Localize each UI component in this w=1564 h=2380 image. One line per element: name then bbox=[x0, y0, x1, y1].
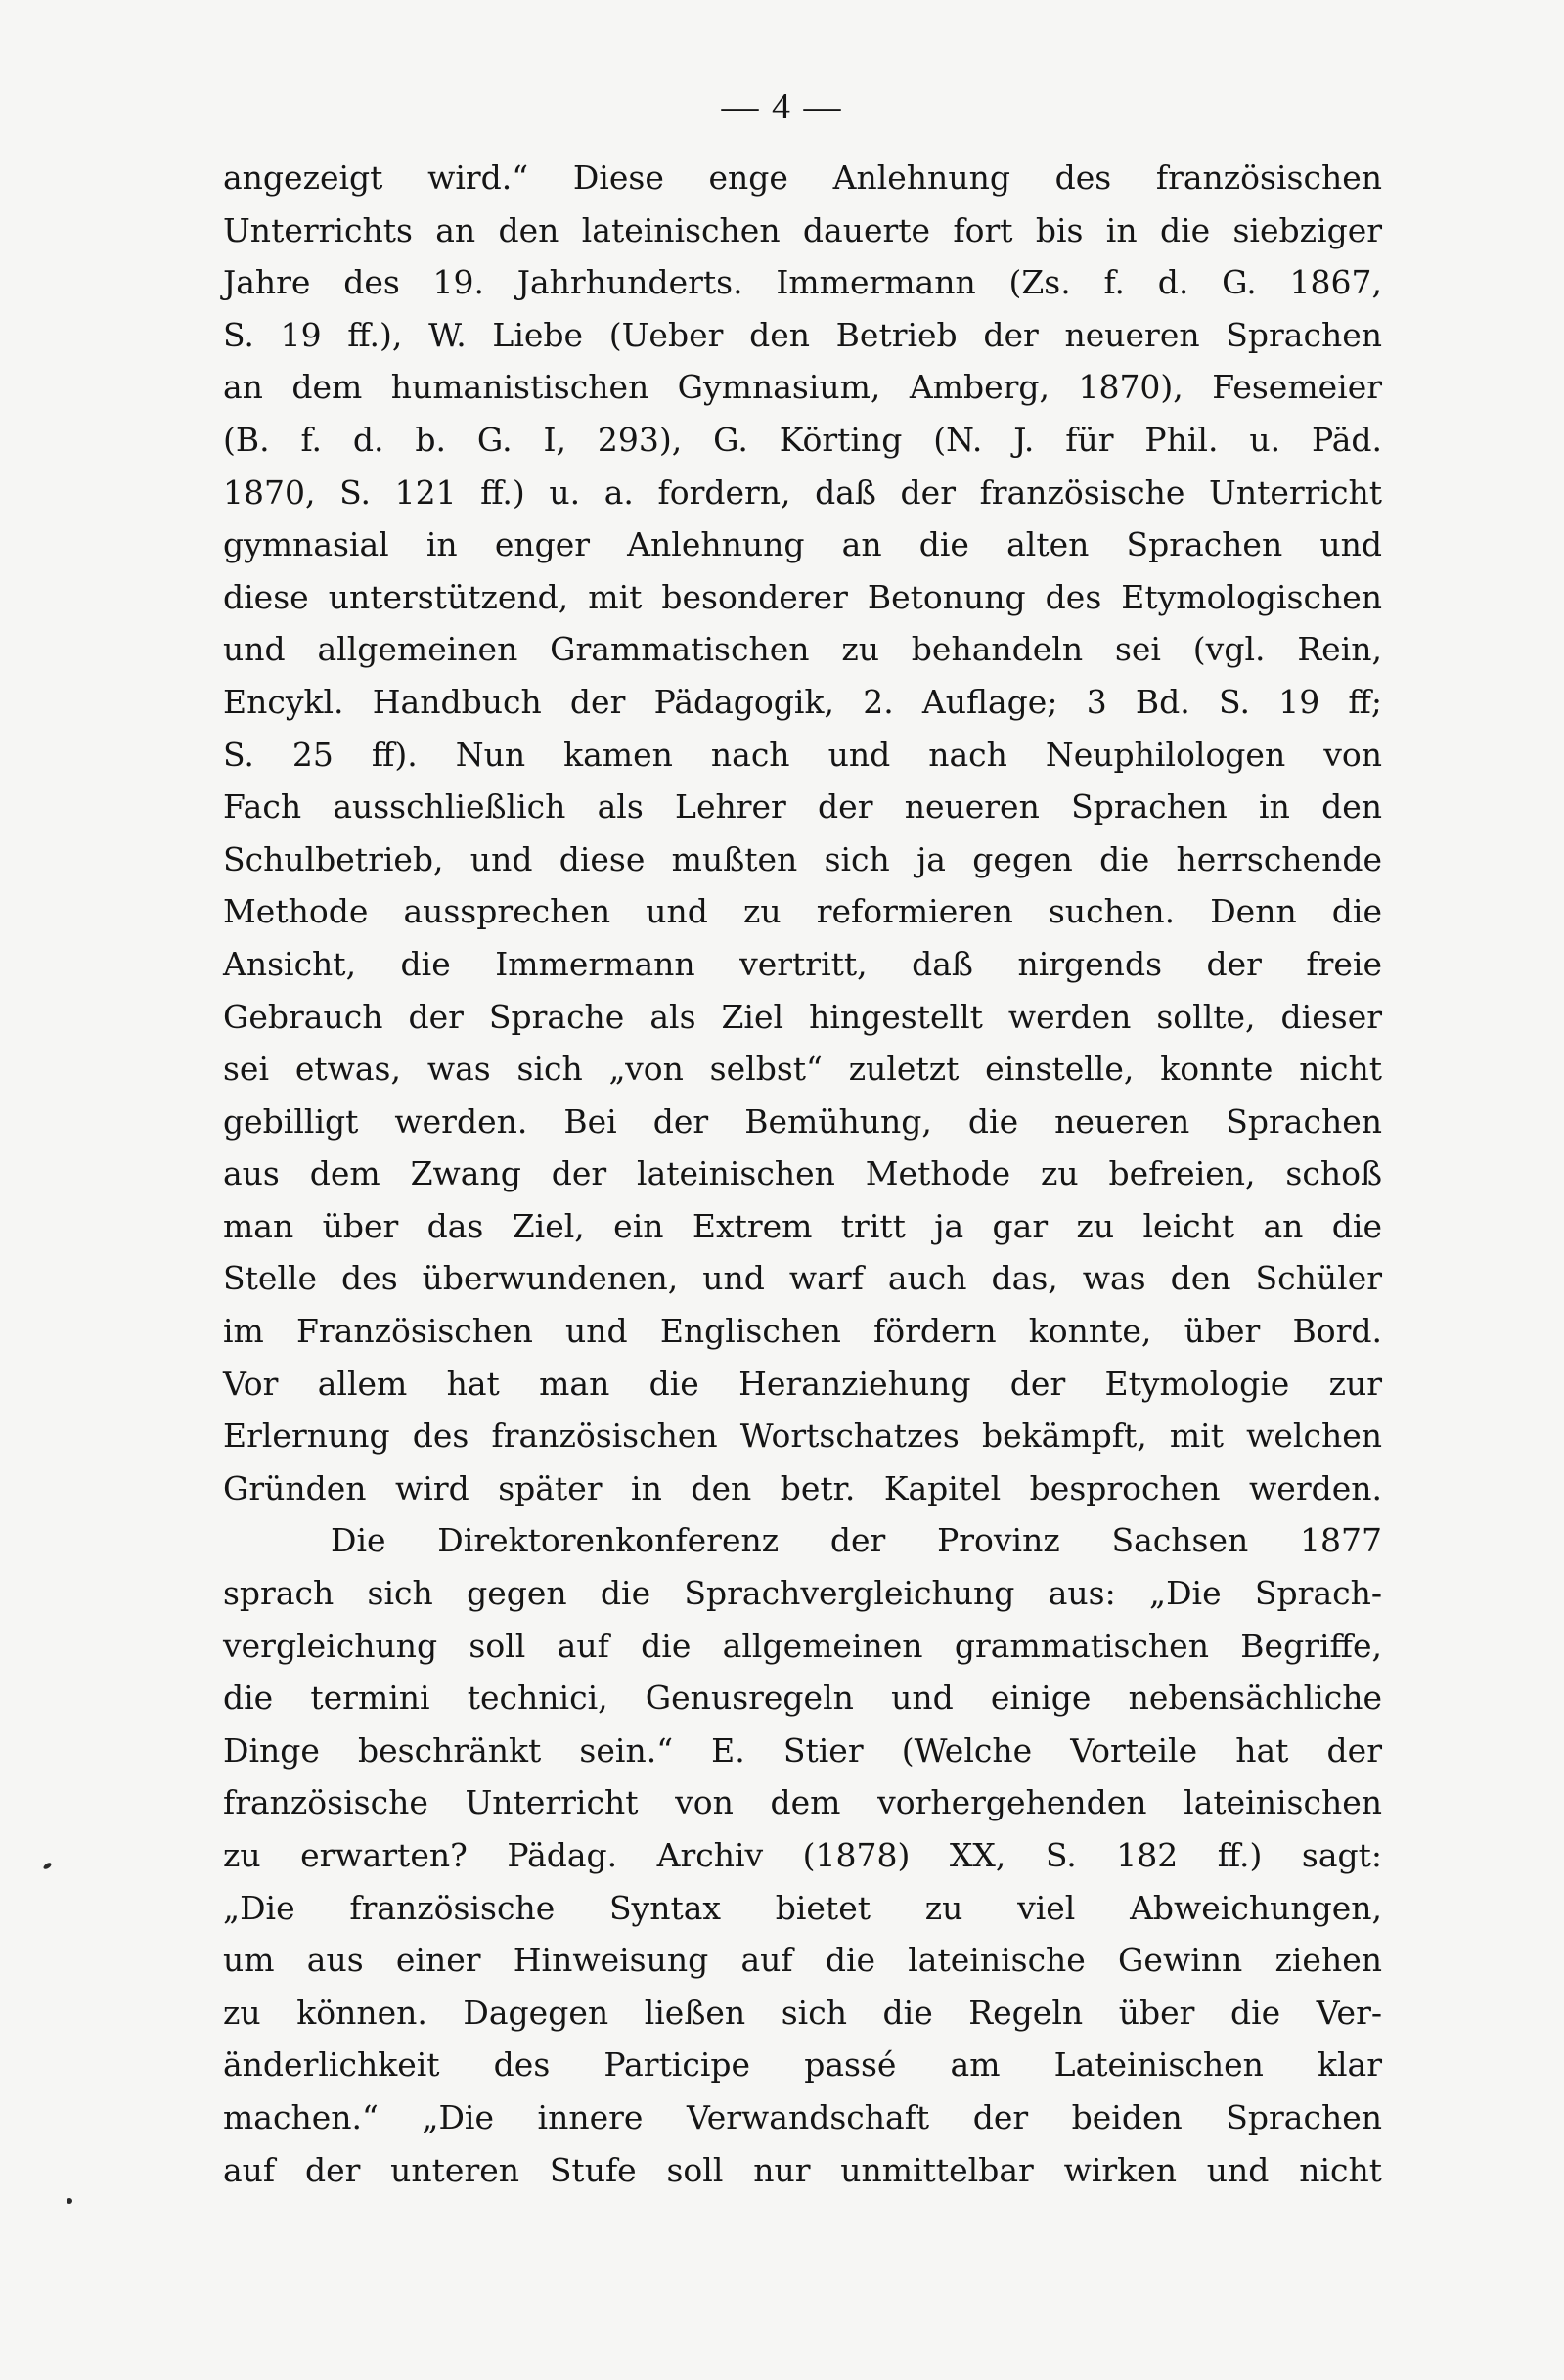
text-line: Jahre des 19. Jahrhunderts. Immermann (Zs. f. d. G. 1867, bbox=[223, 263, 1382, 302]
text-line: Fach ausschließlich als Lehrer der neueren Sprachen in den bbox=[223, 787, 1382, 827]
text-line: gymnasial in enger Anlehnung an die alten Sprachen und bbox=[223, 525, 1382, 564]
text-line: Die Direktorenkonferenz der Provinz Sachsen 1877 bbox=[331, 1521, 1382, 1560]
text-line: diese unterstützend, mit besonderer Betonung des Etymologischen bbox=[223, 577, 1382, 616]
ink-speck bbox=[42, 1862, 52, 1870]
text-line: zu erwarten? Pädag. Archiv (1878) XX, S. 182 ff.) sagt: bbox=[223, 1836, 1382, 1874]
text-line: um aus einer Hinweisung auf die lateinische Gewinn ziehen bbox=[223, 1941, 1382, 1980]
text-line: Gebrauch der Sprache als Ziel hingestellt werden sollte, dieser bbox=[223, 997, 1382, 1036]
text-line: Dinge beschränkt sein.“ E. Stier (Welche Vorteile hat der bbox=[223, 1730, 1382, 1770]
text-line: und allgemeinen Grammatischen zu behandeln sei (vgl. Rein, bbox=[223, 630, 1382, 669]
page-number: — 4 — bbox=[721, 86, 843, 127]
text-line: änderlichkeit des Participe passé am Lateinischen klar bbox=[223, 2045, 1382, 2085]
text-line: Schulbetrieb, und diese mußten sich ja gegen die herrschende bbox=[223, 839, 1382, 878]
text-line: sei etwas, was sich „von selbst“ zuletzt einstelle, konnte nicht bbox=[223, 1050, 1382, 1089]
body-text bbox=[223, 152, 1382, 2196]
text-line: französische Unterricht von dem vorhergehenden lateinischen bbox=[223, 1783, 1382, 1822]
text-line: „Die französische Syntax bietet zu viel Abweichungen, bbox=[223, 1888, 1382, 1927]
text-line: im Französischen und Englischen fördern konnte, über Bord. bbox=[223, 1312, 1382, 1351]
text-line: (B. f. d. b. G. I, 293), G. Körting (N. J. für Phil. u. Päd. bbox=[223, 420, 1382, 459]
text-line: Unterrichts an den lateinischen dauerte fort bis in die siebziger bbox=[223, 210, 1382, 249]
text-line: die termini technici, Genusregeln und einige nebensächliche bbox=[223, 1679, 1382, 1718]
text-line: Encykl. Handbuch der Pädagogik, 2. Auflage; 3 Bd. S. 19 ff; bbox=[223, 682, 1382, 721]
text-line: angezeigt wird.“ Diese enge Anlehnung des französischen bbox=[223, 158, 1382, 197]
text-line: Ansicht, die Immermann vertritt, daß nirgends der freie bbox=[223, 944, 1382, 983]
text-line: Vor allem hat man die Heranziehung der Etymologie zur bbox=[223, 1364, 1382, 1403]
text-line: man über das Ziel, ein Extrem tritt ja gar zu leicht an die bbox=[223, 1206, 1382, 1245]
text-line: sprach sich gegen die Sprachvergleichung aus: „Die Sprach- bbox=[223, 1574, 1382, 1613]
text-line: S. 19 ff.), W. Liebe (Ueber den Betrieb der neueren Sprachen bbox=[223, 315, 1382, 354]
text-line: an dem humanistischen Gymnasium, Amberg, 1870), Fesemeier bbox=[223, 368, 1382, 407]
text-line: vergleichung soll auf die allgemeinen grammatischen Begriffe, bbox=[223, 1626, 1382, 1665]
ink-speck bbox=[67, 2198, 72, 2204]
text-line: S. 25 ff). Nun kamen nach und nach Neuphilologen von bbox=[223, 735, 1382, 774]
text-line: aus dem Zwang der lateinischen Methode zu befreien, schoß bbox=[223, 1154, 1382, 1193]
text-line: gebilligt werden. Bei der Bemühung, die neueren Sprachen bbox=[223, 1101, 1382, 1141]
text-line: machen.“ „Die innere Verwandschaft der beiden Sprachen bbox=[223, 2097, 1382, 2136]
text-line: Erlernung des französischen Wortschatzes bekämpft, mit welchen bbox=[223, 1416, 1382, 1456]
text-line: auf der unteren Stufe soll nur unmittelbar wirken und nicht bbox=[223, 2150, 1382, 2189]
text-line: zu können. Dagegen ließen sich die Regeln über die Ver- bbox=[223, 1993, 1382, 2032]
text-line: Methode aussprechen und zu reformieren suchen. Denn die bbox=[223, 892, 1382, 931]
text-line: Stelle des überwundenen, und warf auch das, was den Schüler bbox=[223, 1259, 1382, 1298]
text-line: 1870, S. 121 ff.) u. a. fordern, daß der französische Unterricht bbox=[223, 472, 1382, 512]
text-line: Gründen wird später in den betr. Kapitel besprochen werden. bbox=[223, 1468, 1382, 1507]
